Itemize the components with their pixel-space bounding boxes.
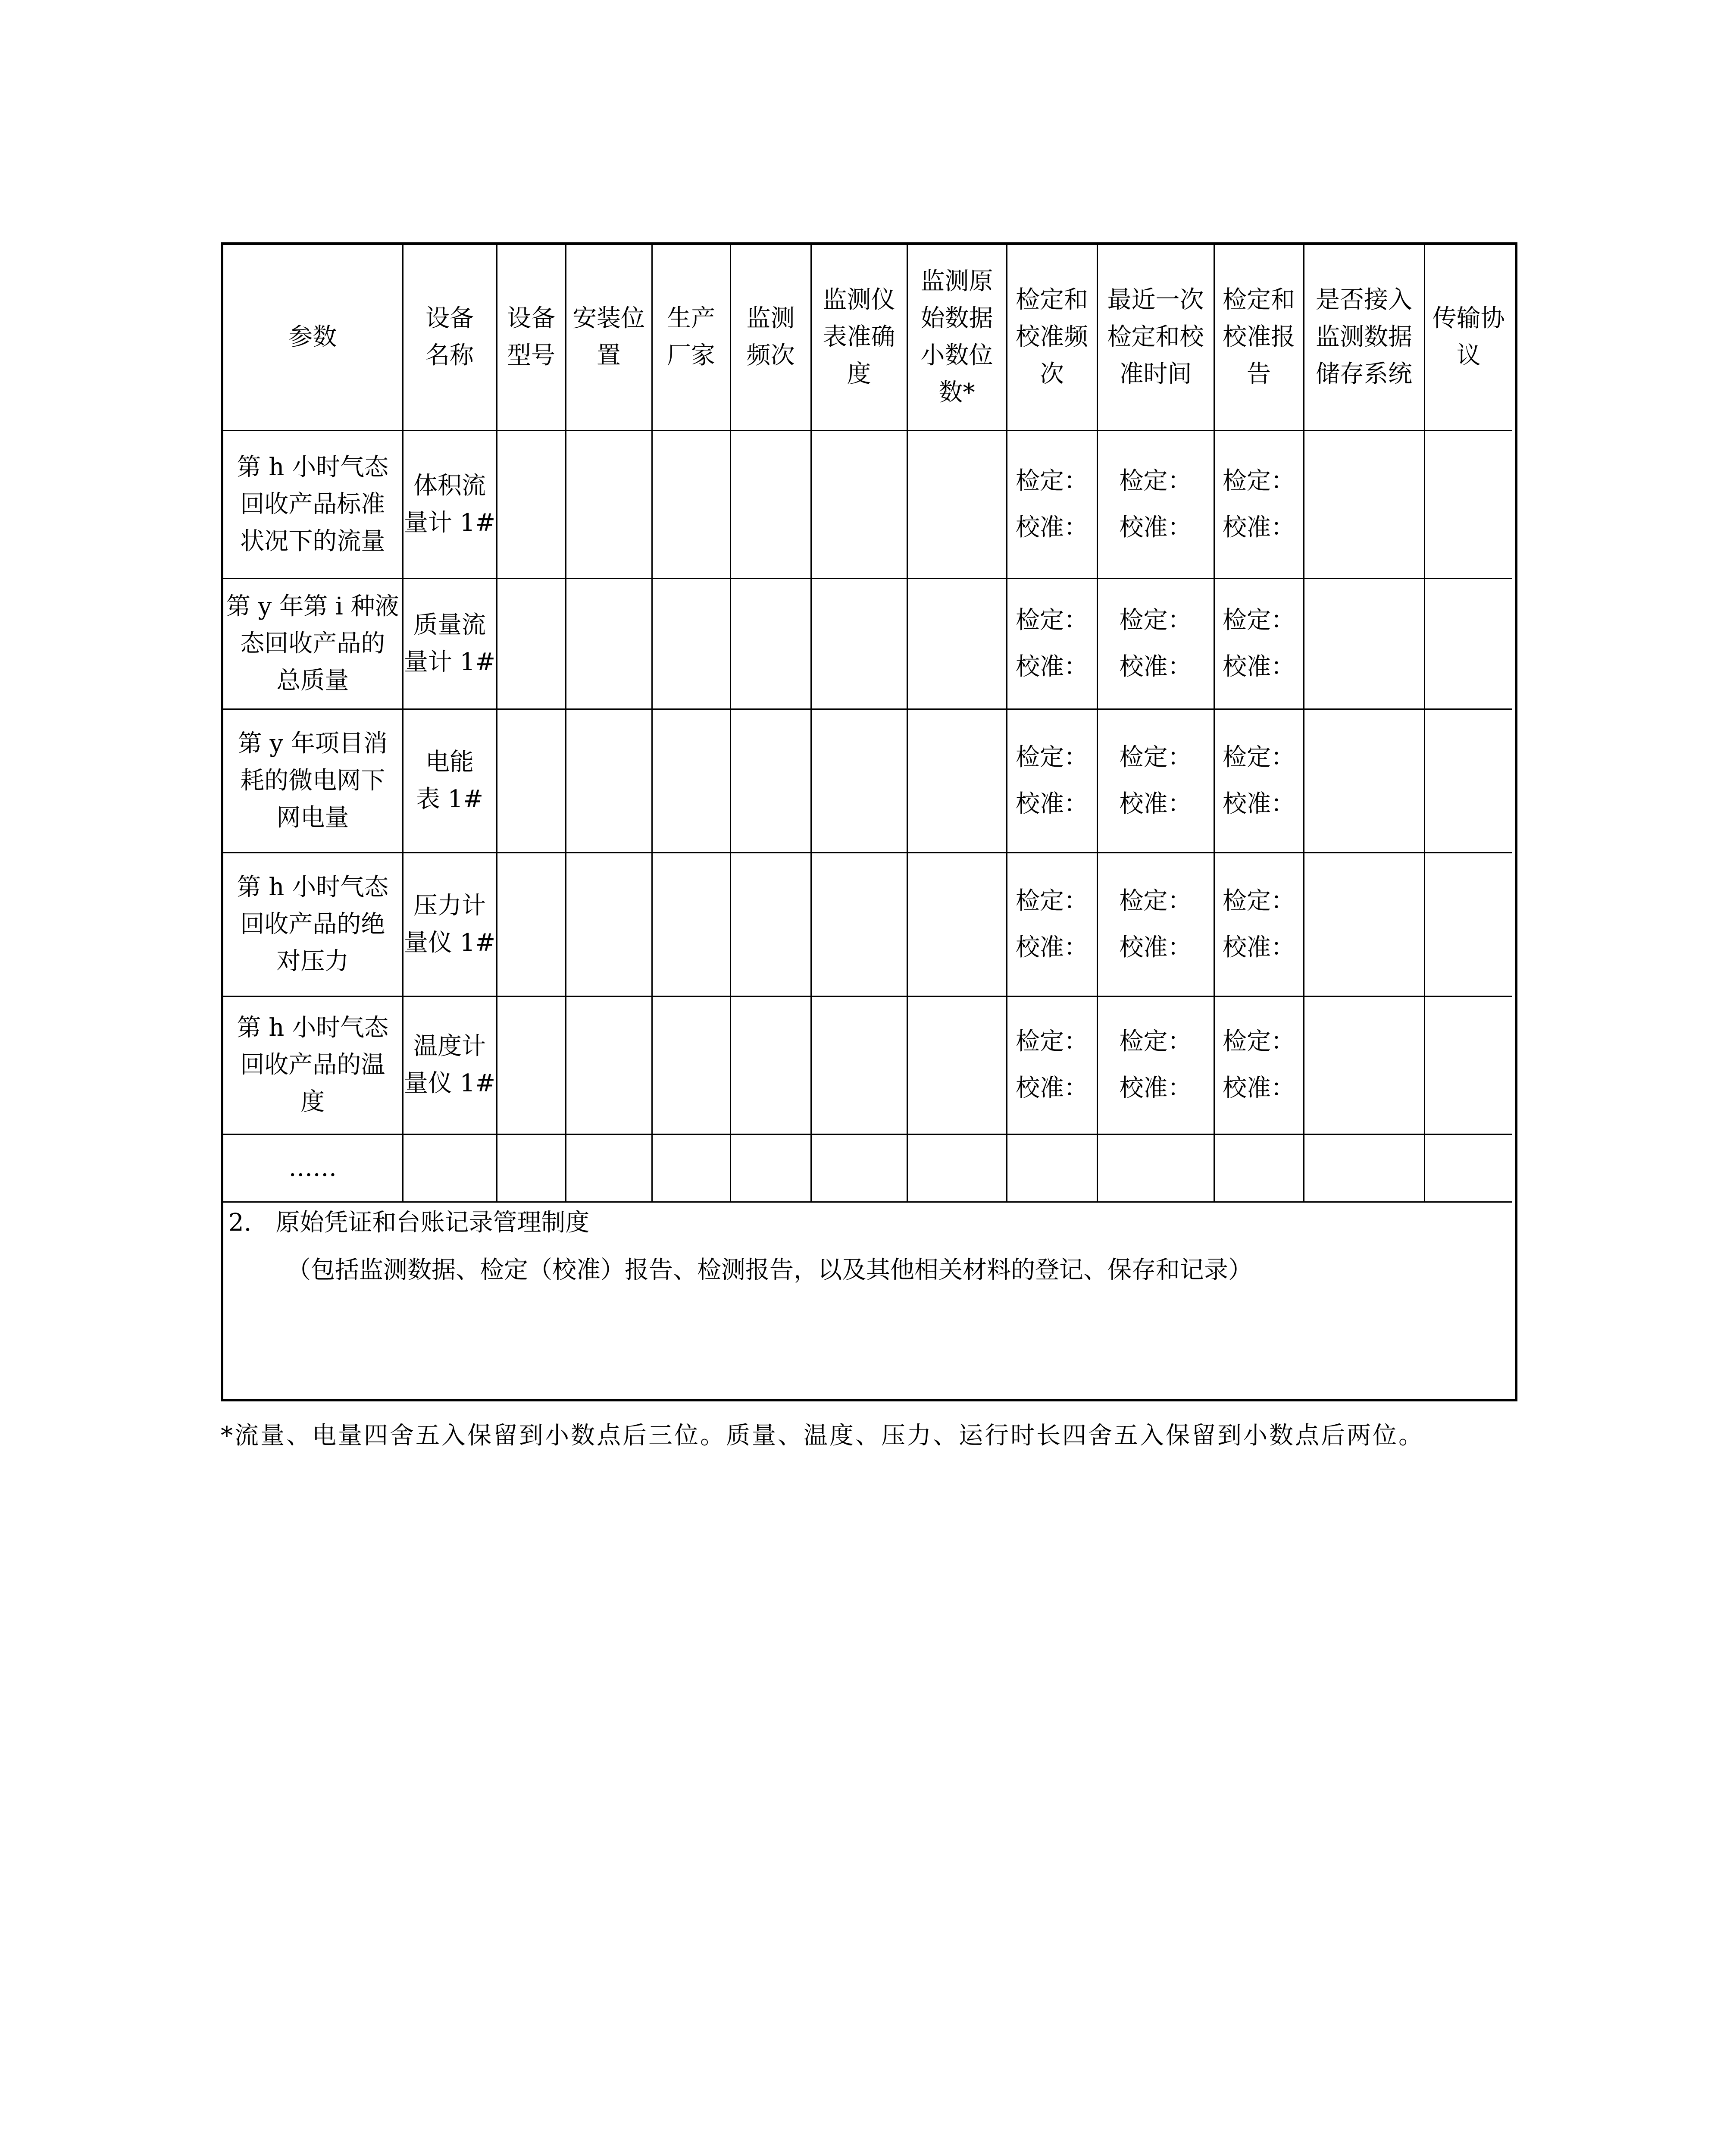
device-cell: 质量流 量计 1# [403, 578, 497, 709]
device-cell: 压力计 量仪 1# [403, 852, 497, 996]
empty-cell [1304, 996, 1424, 1134]
empty-cell [1424, 709, 1512, 852]
header-device-name: 设备 名称 [403, 245, 497, 430]
verify-label: 检定： [1119, 887, 1192, 915]
empty-cell [497, 852, 566, 996]
calibrate-label: 校准： [1016, 790, 1088, 818]
empty-cell [907, 996, 1007, 1134]
calibrate-label: 校准： [1223, 513, 1295, 542]
empty-cell [497, 578, 566, 709]
empty-cell [497, 1134, 566, 1202]
empty-cell [730, 578, 811, 709]
empty-cell [811, 709, 907, 852]
empty-cell [1304, 1134, 1424, 1202]
empty-cell [1304, 709, 1424, 852]
empty-cell [1424, 996, 1512, 1134]
header-accuracy: 监测仪 表准确 度 [811, 245, 907, 430]
header-calibration-report: 检定和 校准报 告 [1214, 245, 1304, 430]
header-last-calibration-time: 最近一次 检定和校 准时间 [1097, 245, 1214, 430]
empty-cell [811, 578, 907, 709]
last-calibration-cell [1097, 852, 1214, 996]
calibration-frequency-cell [1007, 578, 1097, 709]
calibration-report-cell [1214, 430, 1304, 578]
empty-cell [652, 852, 730, 996]
header-param: 参数 [223, 245, 403, 430]
device-cell: 温度计 量仪 1# [403, 996, 497, 1134]
empty-cell [403, 1134, 497, 1202]
last-calibration-cell [1097, 709, 1214, 852]
empty-cell [811, 1134, 907, 1202]
calibration-report-cell [1214, 996, 1304, 1134]
calibration-report-cell [1214, 578, 1304, 709]
last-calibration-cell [1097, 578, 1214, 709]
param-cell: 第 y 年项目消 耗的微电网下 网电量 [223, 709, 403, 852]
empty-cell [907, 578, 1007, 709]
empty-cell [497, 430, 566, 578]
table-row [223, 996, 1512, 1134]
empty-cell [1304, 430, 1424, 578]
ellipsis-row [223, 1134, 1512, 1202]
header-row [223, 245, 1512, 430]
header-device-model: 设备 型号 [497, 245, 566, 430]
empty-cell [730, 430, 811, 578]
empty-cell [566, 578, 652, 709]
empty-cell [1214, 1134, 1304, 1202]
table-row [223, 852, 1512, 996]
empty-cell [811, 996, 907, 1134]
header-transfer-protocol: 传输协 议 [1424, 245, 1512, 430]
table-row [223, 709, 1512, 852]
empty-cell [730, 852, 811, 996]
header-decimal-places: 监测原 始数据 小数位 数* [907, 245, 1007, 430]
calibrate-label: 校准： [1016, 1074, 1088, 1102]
empty-cell [652, 1134, 730, 1202]
calibrate-label: 校准： [1119, 1074, 1192, 1102]
header-calibration-frequency: 检定和 校准频 次 [1007, 245, 1097, 430]
calibration-frequency-cell [1007, 852, 1097, 996]
calibrate-label: 校准： [1223, 933, 1295, 962]
calibrate-label: 校准： [1223, 652, 1295, 681]
verify-label: 检定： [1016, 467, 1088, 495]
empty-cell [566, 1134, 652, 1202]
calibration-frequency-cell [1007, 996, 1097, 1134]
calibrate-label: 校准： [1119, 513, 1192, 542]
empty-cell [1304, 578, 1424, 709]
empty-cell [907, 430, 1007, 578]
calibrate-label: 校准： [1016, 933, 1088, 962]
last-calibration-cell [1097, 996, 1214, 1134]
param-cell: 第 h 小时气态 回收产品的温 度 [223, 996, 403, 1134]
empty-cell [652, 578, 730, 709]
verify-label: 检定： [1119, 467, 1192, 495]
device-cell: 体积流 量计 1# [403, 430, 497, 578]
verify-label: 检定： [1119, 1028, 1192, 1056]
empty-cell [811, 852, 907, 996]
param-cell: 第 h 小时气态 回收产品的绝 对压力 [223, 852, 403, 996]
empty-cell [730, 709, 811, 852]
empty-cell [1304, 852, 1424, 996]
param-cell: 第 y 年第 i 种液 态回收产品的 总质量 [223, 578, 403, 709]
calibration-frequency-cell [1007, 430, 1097, 578]
verify-label: 检定： [1016, 743, 1088, 771]
calibrate-label: 校准： [1119, 790, 1192, 818]
calibration-report-cell [1214, 709, 1304, 852]
calibrate-label: 校准： [1223, 1074, 1295, 1102]
device-cell: 电能 表 1# [403, 709, 497, 852]
verify-label: 检定： [1223, 606, 1295, 634]
calibration-report-cell [1214, 852, 1304, 996]
empty-cell [566, 709, 652, 852]
header-storage-system: 是否接入 监测数据 储存系统 [1304, 245, 1424, 430]
calibrate-label: 校准： [1223, 790, 1295, 818]
empty-cell [1424, 430, 1512, 578]
header-monitor-frequency: 监测 频次 [730, 245, 811, 430]
empty-cell [1424, 578, 1512, 709]
verify-label: 检定： [1223, 467, 1295, 495]
param-cell: 第 h 小时气态 回收产品标准 状况下的流量 [223, 430, 403, 578]
ellipsis-cell: …… [223, 1134, 403, 1202]
form-frame [221, 242, 1517, 1401]
calibrate-label: 校准： [1119, 933, 1192, 962]
records-management-title: 2. 原始凭证和台账记录管理制度 [228, 1209, 590, 1237]
verify-label: 检定： [1223, 743, 1295, 771]
empty-cell [730, 996, 811, 1134]
empty-cell [907, 1134, 1007, 1202]
empty-cell [730, 1134, 811, 1202]
empty-cell [566, 996, 652, 1134]
empty-cell [497, 996, 566, 1134]
table-row [223, 578, 1512, 709]
empty-cell [1424, 1134, 1512, 1202]
last-calibration-cell [1097, 430, 1214, 578]
verify-label: 检定： [1223, 887, 1295, 915]
records-management-description: （包括监测数据、检定（校准）报告、检测报告，以及其他相关材料的登记、保存和记录） [287, 1256, 1252, 1284]
empty-cell [907, 709, 1007, 852]
empty-cell [1424, 852, 1512, 996]
calibrate-label: 校准： [1119, 652, 1192, 681]
empty-cell [1097, 1134, 1214, 1202]
verify-label: 检定： [1223, 1028, 1295, 1056]
empty-cell [811, 430, 907, 578]
empty-cell [1007, 1134, 1097, 1202]
verify-label: 检定： [1016, 606, 1088, 634]
monitoring-equipment-table [223, 245, 1512, 1203]
header-manufacturer: 生产 厂家 [652, 245, 730, 430]
empty-cell [652, 430, 730, 578]
empty-cell [652, 996, 730, 1134]
verify-label: 检定： [1016, 1028, 1088, 1056]
empty-cell [497, 709, 566, 852]
calibration-frequency-cell [1007, 709, 1097, 852]
footnote: *流量、电量四舍五入保留到小数点后三位。质量、温度、压力、运行时长四舍五入保留到小数点后两位。 [221, 1422, 1424, 1450]
empty-cell [566, 430, 652, 578]
calibrate-label: 校准： [1016, 513, 1088, 542]
empty-cell [566, 852, 652, 996]
empty-cell [907, 852, 1007, 996]
verify-label: 检定： [1119, 743, 1192, 771]
verify-label: 检定： [1119, 606, 1192, 634]
table-row [223, 430, 1512, 578]
empty-cell [652, 709, 730, 852]
calibrate-label: 校准： [1016, 652, 1088, 681]
header-install-location: 安装位 置 [566, 245, 652, 430]
verify-label: 检定： [1016, 887, 1088, 915]
